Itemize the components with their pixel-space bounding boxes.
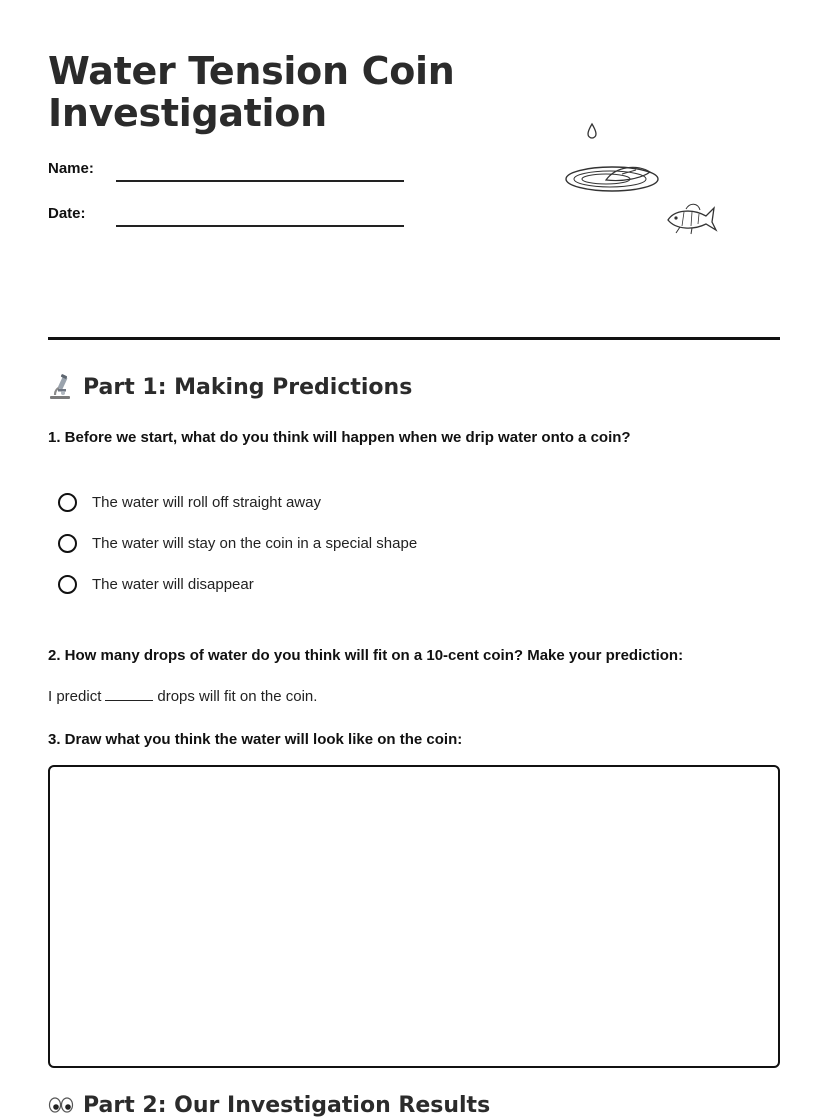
radio-button[interactable] [58, 575, 77, 594]
question-2: 2. How many drops of water do you think will fit on a 10-cent coin? Make your prediction: [48, 647, 684, 664]
part2-heading-text: Part 2: Our Investigation Results [83, 1092, 491, 1118]
option-label: The water will disappear [92, 576, 254, 593]
option-roll-off[interactable] [58, 493, 321, 512]
option-label: The water will stay on the coin in a special shape [92, 535, 418, 552]
date-label: Date: [48, 205, 86, 222]
option-disappear[interactable] [58, 575, 254, 594]
prediction-prefix: I predict [48, 688, 102, 705]
question-3: 3. Draw what you think the water will look like on the coin: [48, 731, 463, 748]
water-drop-coin-fish-illustration [510, 100, 760, 250]
option-label: The water will roll off straight away [92, 494, 321, 511]
option-special-shape[interactable] [58, 534, 417, 553]
radio-button[interactable] [58, 493, 77, 512]
part1-heading-text: Part 1: Making Predictions [83, 374, 413, 400]
radio-button[interactable] [58, 534, 77, 553]
drawing-box[interactable] [48, 765, 780, 1068]
date-line[interactable] [116, 225, 404, 227]
prediction-suffix: drops will fit on the coin. [157, 688, 318, 705]
part2-heading [48, 1092, 490, 1118]
question-1: 1. Before we start, what do you think will happen when we drip water onto a coin? [48, 429, 631, 446]
section-divider [48, 337, 780, 340]
microscope-icon [48, 374, 74, 400]
prediction-blank[interactable] [105, 686, 153, 701]
name-label: Name: [48, 160, 94, 177]
name-line[interactable] [116, 180, 404, 182]
prediction-sentence [48, 686, 317, 705]
worksheet-title: Water Tension Coin Investigation [48, 49, 455, 135]
eyes-icon [48, 1092, 74, 1118]
part1-heading [48, 374, 412, 400]
